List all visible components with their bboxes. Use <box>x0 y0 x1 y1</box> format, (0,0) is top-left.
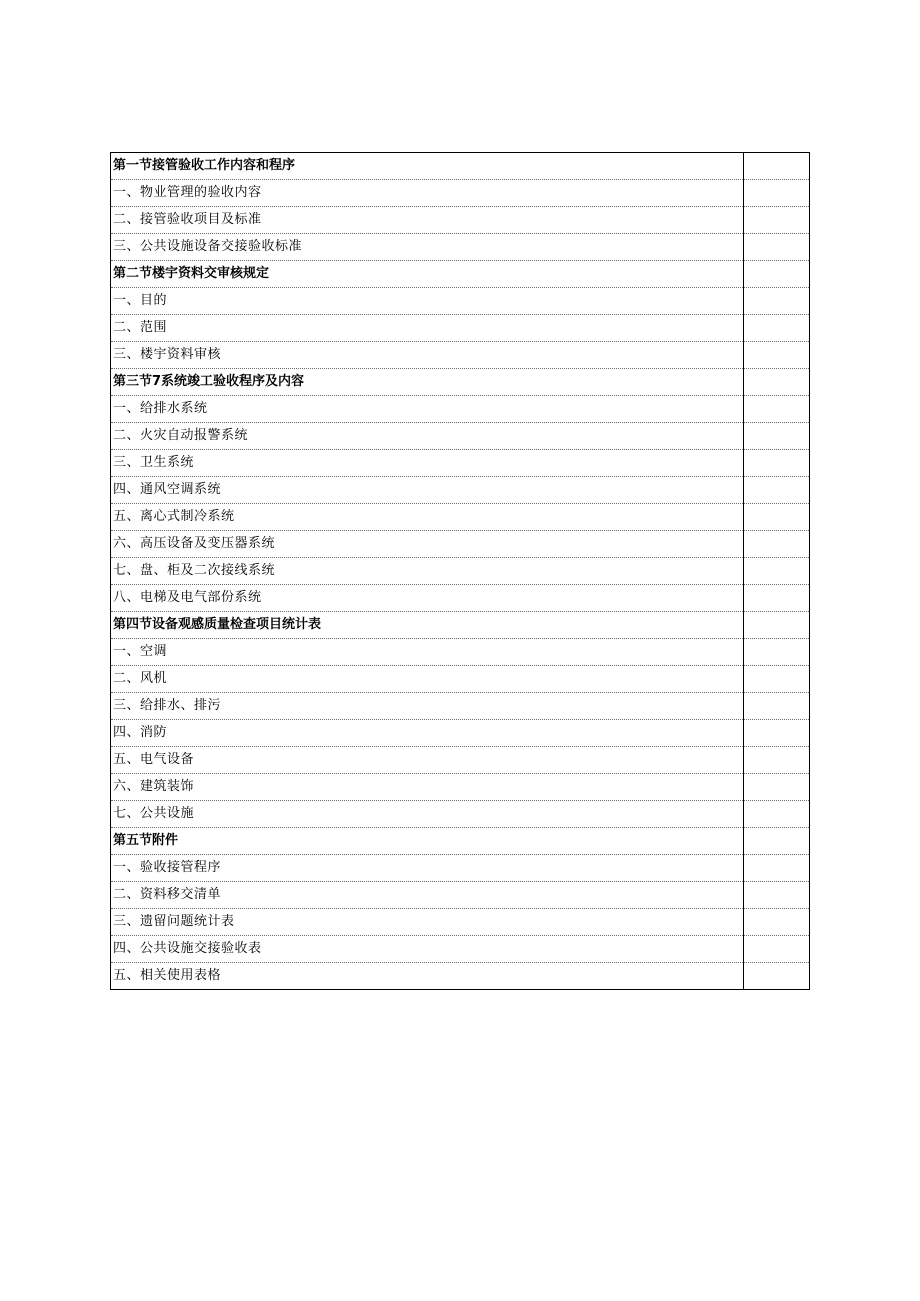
section-title: 第五节附件 <box>111 828 744 855</box>
section-title: 第一节接管验收工作内容和程序 <box>111 153 744 180</box>
item-title: 六、高压设备及变压器系统 <box>111 531 744 558</box>
toc-item-row <box>111 882 810 909</box>
toc-item-row <box>111 342 810 369</box>
toc-body <box>111 153 810 990</box>
toc-section-row <box>111 828 810 855</box>
section-title: 第四节设备观感质量检查项目统计表 <box>111 612 744 639</box>
toc-item-row <box>111 720 810 747</box>
page-number-cell <box>744 936 810 963</box>
toc-item-row <box>111 504 810 531</box>
item-title: 一、验收接管程序 <box>111 855 744 882</box>
item-title: 三、卫生系统 <box>111 450 744 477</box>
item-title: 二、资料移交清单 <box>111 882 744 909</box>
item-title: 五、电气设备 <box>111 747 744 774</box>
section-title: 第二节楼宇资料交审核规定 <box>111 261 744 288</box>
page-number-cell <box>744 612 810 639</box>
page-number-cell <box>744 666 810 693</box>
page-number-cell <box>744 234 810 261</box>
item-title: 七、盘、柜及二次接线系统 <box>111 558 744 585</box>
item-title: 七、公共设施 <box>111 801 744 828</box>
toc-item-row <box>111 936 810 963</box>
toc-section-row <box>111 261 810 288</box>
toc-item-row <box>111 531 810 558</box>
table-of-contents <box>110 152 810 990</box>
page-number-cell <box>744 882 810 909</box>
item-title: 三、楼宇资料审核 <box>111 342 744 369</box>
item-title: 二、范围 <box>111 315 744 342</box>
toc-item-row <box>111 288 810 315</box>
toc-item-row <box>111 585 810 612</box>
toc-item-row <box>111 396 810 423</box>
page-number-cell <box>744 585 810 612</box>
item-title: 二、风机 <box>111 666 744 693</box>
toc-item-row <box>111 558 810 585</box>
page-number-cell <box>744 342 810 369</box>
item-title: 一、给排水系统 <box>111 396 744 423</box>
page-number-cell <box>744 450 810 477</box>
page-number-cell <box>744 396 810 423</box>
page-number-cell <box>744 153 810 180</box>
toc-section-row <box>111 369 810 396</box>
toc-item-row <box>111 315 810 342</box>
page-number-cell <box>744 693 810 720</box>
page-number-cell <box>744 288 810 315</box>
item-title: 四、消防 <box>111 720 744 747</box>
toc-item-row <box>111 801 810 828</box>
page-number-cell <box>744 909 810 936</box>
item-title: 五、相关使用表格 <box>111 963 744 990</box>
page-number-cell <box>744 558 810 585</box>
item-title: 一、空调 <box>111 639 744 666</box>
item-title: 三、公共设施设备交接验收标准 <box>111 234 744 261</box>
toc-item-row <box>111 450 810 477</box>
page-number-cell <box>744 261 810 288</box>
toc-item-row <box>111 693 810 720</box>
page-number-cell <box>744 207 810 234</box>
item-title: 五、离心式制冷系统 <box>111 504 744 531</box>
toc-section-row <box>111 153 810 180</box>
page-number-cell <box>744 315 810 342</box>
toc-item-row <box>111 234 810 261</box>
page-number-cell <box>744 531 810 558</box>
item-title: 二、火灾自动报警系统 <box>111 423 744 450</box>
page-number-cell <box>744 639 810 666</box>
item-title: 四、公共设施交接验收表 <box>111 936 744 963</box>
toc-item-row <box>111 774 810 801</box>
page-number-cell <box>744 423 810 450</box>
toc-item-row <box>111 909 810 936</box>
toc-item-row <box>111 963 810 990</box>
page-number-cell <box>744 828 810 855</box>
page-number-cell <box>744 747 810 774</box>
page-number-cell <box>744 477 810 504</box>
item-title: 六、建筑装饰 <box>111 774 744 801</box>
page-number-cell <box>744 369 810 396</box>
item-title: 四、通风空调系统 <box>111 477 744 504</box>
toc-item-row <box>111 666 810 693</box>
toc-item-row <box>111 423 810 450</box>
page-number-cell <box>744 720 810 747</box>
toc-item-row <box>111 207 810 234</box>
page-number-cell <box>744 774 810 801</box>
item-title: 三、遗留问题统计表 <box>111 909 744 936</box>
toc-item-row <box>111 477 810 504</box>
toc-item-row <box>111 639 810 666</box>
section-title: 第三节7系统竣工验收程序及内容 <box>111 369 744 396</box>
page-number-cell <box>744 180 810 207</box>
page-number-cell <box>744 801 810 828</box>
toc-item-row <box>111 855 810 882</box>
item-title: 一、目的 <box>111 288 744 315</box>
item-title: 一、物业管理的验收内容 <box>111 180 744 207</box>
item-title: 八、电梯及电气部份系统 <box>111 585 744 612</box>
toc-item-row <box>111 180 810 207</box>
item-title: 三、给排水、排污 <box>111 693 744 720</box>
page-number-cell <box>744 504 810 531</box>
page-number-cell <box>744 963 810 990</box>
item-title: 二、接管验收项目及标准 <box>111 207 744 234</box>
page-number-cell <box>744 855 810 882</box>
toc-section-row <box>111 612 810 639</box>
toc-item-row <box>111 747 810 774</box>
